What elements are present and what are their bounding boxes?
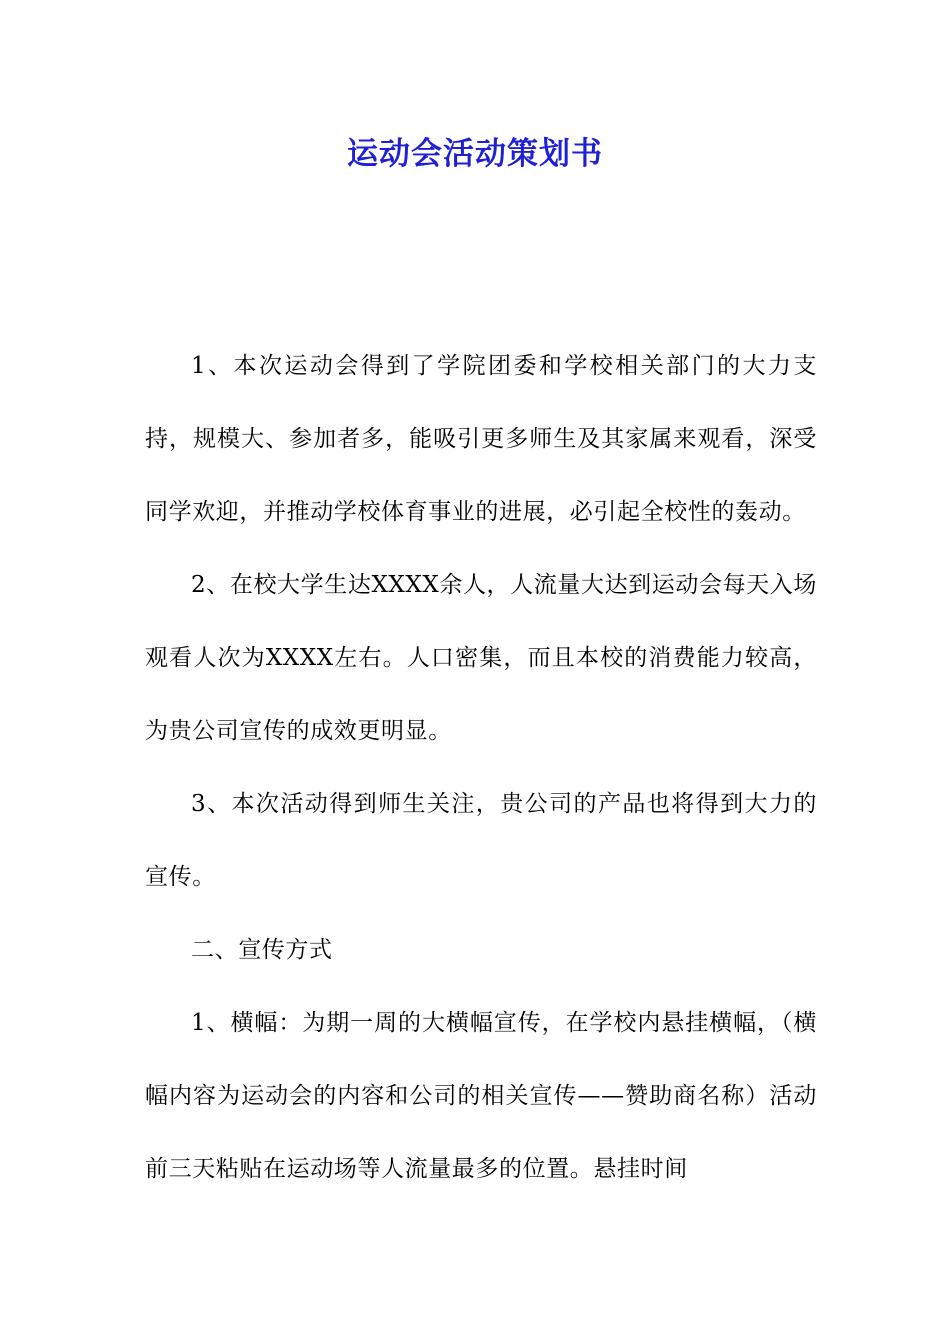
- paragraph-2: 2、在校大学生达XXXX余人，人流量大达到运动会每天入场观看人次为XXXX左右。人口密集，而且本校的消费能力较高，为贵公司宣传的成效更明显。: [145, 572, 817, 744]
- paragraph-3: 3、本次活动得到师生关注，贵公司的产品也将得到大力的宣传。: [145, 791, 817, 890]
- section-heading: 二、宣传方式: [191, 937, 333, 963]
- paragraph-1: 1、本次运动会得到了学院团委和学校相关部门的大力支持，规模大、参加者多，能吸引更多师生及其家属来观看，深受同学欢迎，并推动学校体育事业的进展，必引起全校性的轰动。: [145, 353, 817, 525]
- document-title: 运动会活动策划书: [347, 136, 603, 172]
- document-body: [145, 330, 817, 1206]
- section-paragraph-1: 1、横幅：为期一周的大横幅宣传，在学校内悬挂横幅，（横幅内容为运动会的内容和公司的相关宣传——赞助商名称）活动前三天粘贴在运动场等人流量最多的位置。悬挂时间: [145, 1010, 817, 1182]
